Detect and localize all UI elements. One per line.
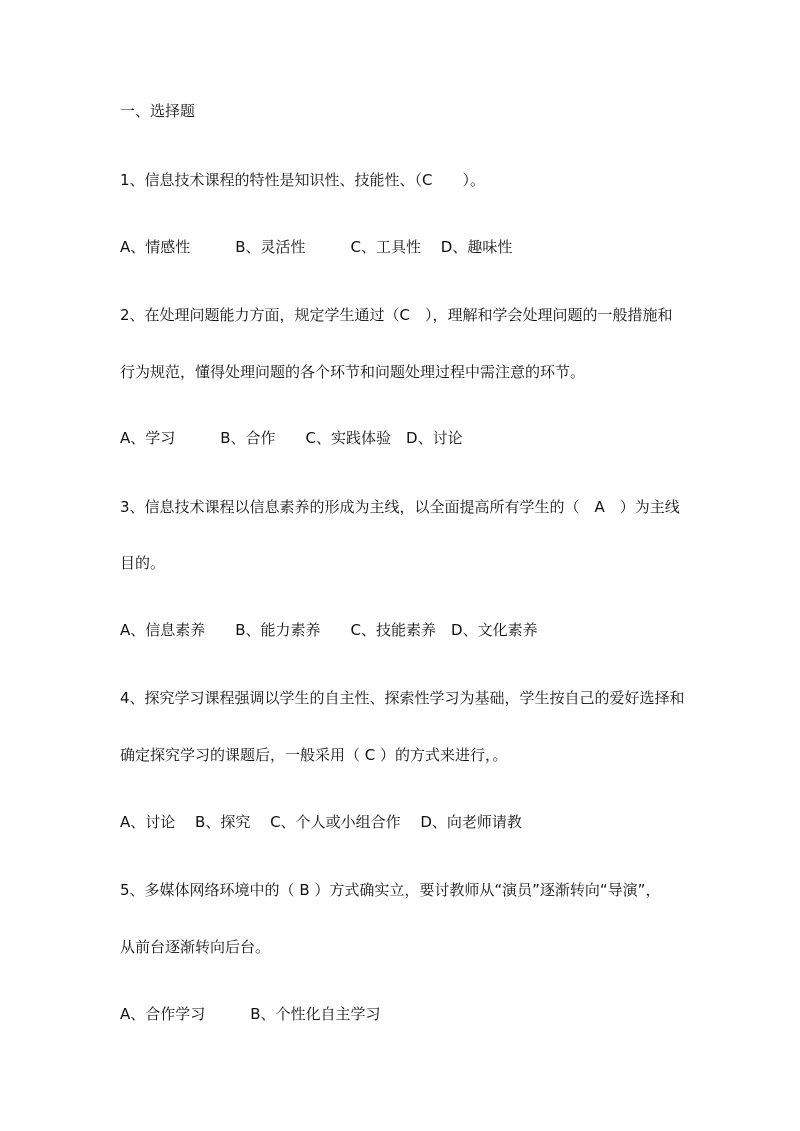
question-1-options: A、情感性 B、灵活性 C、工具性 D、趣味性: [120, 238, 513, 256]
question-2-options: A、学习 B、合作 C、实践体验 D、讨论: [120, 429, 463, 447]
question-3-text-line-1: 3、信息技术课程以信息素养的形成为主线，以全面提高所有学生的（ A ）为主线: [120, 498, 680, 516]
question-3-text-line-2: 目的。: [120, 554, 166, 572]
question-1-text: 1、信息技术课程的特性是知识性、技能性、（C ）。: [120, 171, 486, 189]
question-2-text-line-1: 2、在处理问题能力方面，规定学生通过（C ），理解和学会处理问题的一般措施和: [120, 306, 673, 324]
question-5-text-line-2: 从前台逐渐转向后台。: [120, 938, 271, 956]
question-4-options: A、讨论 B、探究 C、个人或小组合作 D、向老师请教: [120, 813, 522, 831]
question-4-text-line-2: 确定探究学习的课题后，一般采用（ C ）的方式来进行，。: [120, 746, 508, 764]
question-2-text-line-2: 行为规范，懂得处理问题的各个环节和问题处理过程中需注意的环节。: [120, 363, 586, 381]
question-5-text-line-1: 5、多媒体网络环境中的（ B ）方式确实立，要讨教师从“演员”逐渐转向“导演”，: [120, 881, 661, 899]
question-3-options: A、信息素养 B、能力素养 C、技能素养 D、文化素养: [120, 621, 538, 639]
section-title: 一、选择题: [120, 102, 196, 120]
question-5-options: A、合作学习 B、个性化自主学习: [120, 1005, 381, 1023]
question-4-text-line-1: 4、探究学习课程强调以学生的自主性、探索性学习为基础，学生按自己的爱好选择和: [120, 689, 685, 707]
